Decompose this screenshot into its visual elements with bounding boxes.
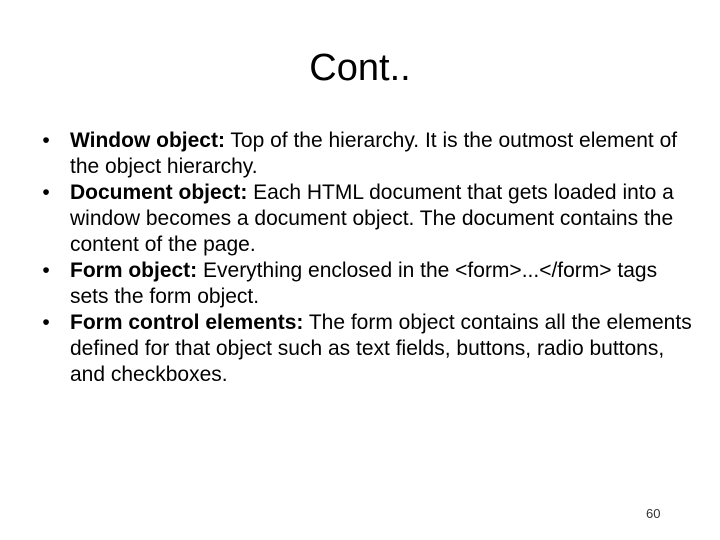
bullet-list [36,128,696,388]
bullet-text: Everything enclosed in the <form>...</form> tags sets the form object. [70,259,658,308]
bullet-term: Form control elements: [70,311,304,334]
slide-title: Cont.. [309,47,411,89]
bullet-item-window-object [36,128,696,180]
bullet-dot-icon: • [42,129,50,152]
bullet-text: The form object contains all the elements defined for that object such as text fields, buttons, radio buttons, and checkboxes. [70,311,692,386]
bullet-term: Document object: [70,181,248,204]
bullet-item-form-object [36,258,696,310]
bullet-dot-icon: • [42,259,50,282]
bullet-term: Window object: [70,129,225,152]
bullet-dot-icon: • [42,181,50,204]
bullet-text: Each HTML document that gets loaded into a window becomes a document object. The document contains the content of the page. [70,181,674,256]
bullet-text: Top of the hierarchy. It is the outmost element of the object hierarchy. [70,129,678,178]
page-number: 60 [646,506,661,521]
bullet-item-document-object [36,180,696,258]
bullet-item-form-control-elements [36,310,696,388]
bullet-term: Form object: [70,259,198,282]
bullet-dot-icon: • [42,311,50,334]
